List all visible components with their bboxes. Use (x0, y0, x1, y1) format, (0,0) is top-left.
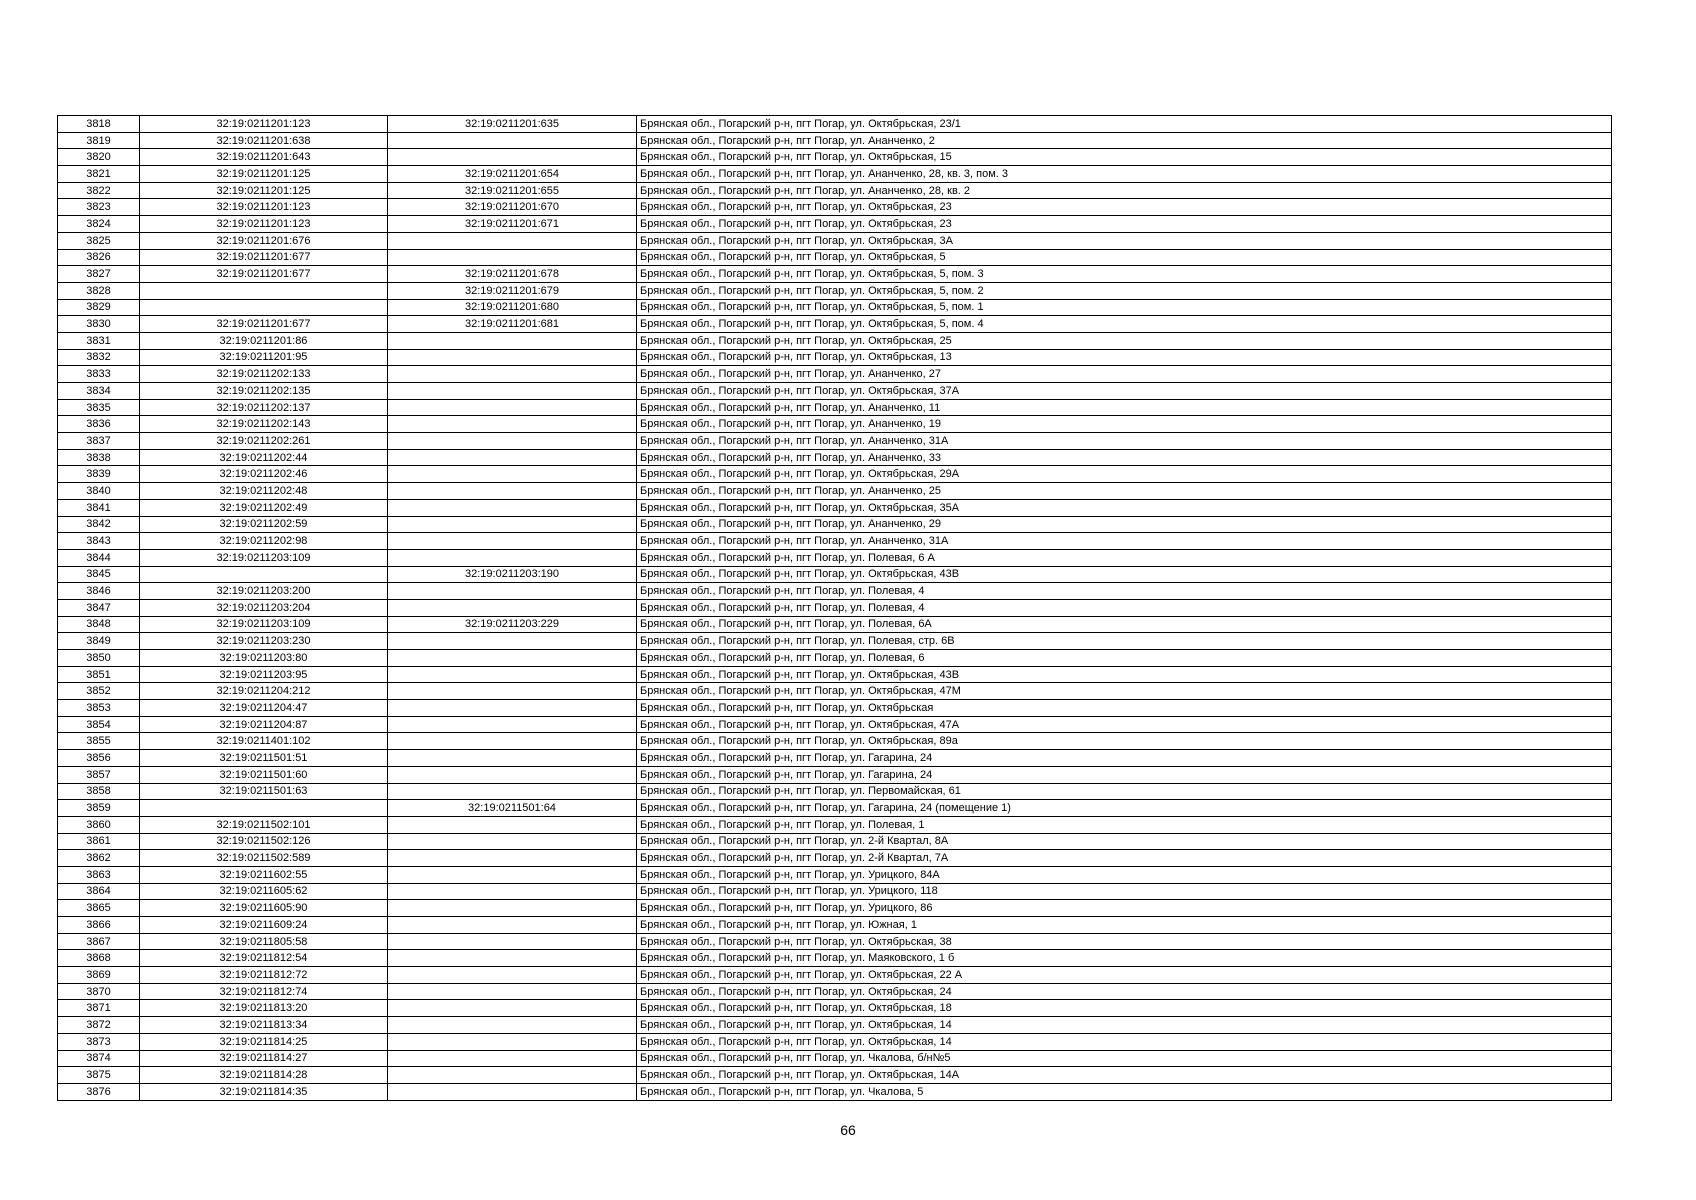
object-cadastral-number-cell (388, 449, 637, 466)
cadastral-number-cell: 32:19:0211814:28 (140, 1067, 388, 1084)
table-row (58, 433, 1612, 450)
table-row (58, 583, 1612, 600)
address-cell: Брянская обл., Погарский р-н, пгт Погар, ул. Ананченко, 28, кв. 3, пом. 3 (637, 166, 1612, 183)
cadastral-number-cell: 32:19:0211201:86 (140, 332, 388, 349)
row-number-cell: 3846 (58, 583, 140, 600)
table-row (58, 883, 1612, 900)
address-cell: Брянская обл., Погарский р-н, пгт Погар, ул. Октябрьская, 5 (637, 249, 1612, 266)
address-cell: Брянская обл., Погарский р-н, пгт Погар, ул. Октябрьская, 14А (637, 1067, 1612, 1084)
object-cadastral-number-cell (388, 366, 637, 383)
object-cadastral-number-cell (388, 750, 637, 767)
address-cell: Брянская обл., Погарский р-н, пгт Погар, ул. Южная, 1 (637, 917, 1612, 934)
address-cell: Брянская обл., Погарский р-н, пгт Погар, ул. Октябрьская, 37А (637, 383, 1612, 400)
table-row (58, 166, 1612, 183)
object-cadastral-number-cell: 32:19:0211201:671 (388, 216, 637, 233)
row-number-cell: 3826 (58, 249, 140, 266)
table-row (58, 783, 1612, 800)
address-cell: Брянская обл., Погарский р-н, пгт Погар, ул. 2-й Квартал, 7А (637, 850, 1612, 867)
address-cell: Брянская обл., Погарский р-н, пгт Погар, ул. Урицкого, 84А (637, 866, 1612, 883)
object-cadastral-number-cell (388, 466, 637, 483)
address-cell: Брянская обл., Погарский р-н, пгт Погар, ул. Первомайская, 61 (637, 783, 1612, 800)
object-cadastral-number-cell (388, 666, 637, 683)
row-number-cell: 3841 (58, 499, 140, 516)
object-cadastral-number-cell (388, 833, 637, 850)
cadastral-number-cell: 32:19:0211502:101 (140, 816, 388, 833)
object-cadastral-number-cell (388, 1083, 637, 1100)
cadastral-number-cell: 32:19:0211201:123 (140, 116, 388, 133)
row-number-cell: 3852 (58, 683, 140, 700)
row-number-cell: 3821 (58, 166, 140, 183)
cadastral-number-cell: 32:19:0211202:49 (140, 499, 388, 516)
row-number-cell: 3834 (58, 383, 140, 400)
table-row (58, 282, 1612, 299)
cadastral-number-cell (140, 282, 388, 299)
object-cadastral-number-cell (388, 416, 637, 433)
object-cadastral-number-cell (388, 917, 637, 934)
table-row (58, 950, 1612, 967)
table-row (58, 132, 1612, 149)
table-row (58, 833, 1612, 850)
address-cell: Брянская обл., Погарский р-н, пгт Погар, ул. Октябрьская, 47М (637, 683, 1612, 700)
cadastral-number-cell (140, 566, 388, 583)
address-cell: Брянская обл., Погарский р-н, пгт Погар, ул. Маяковского, 1 б (637, 950, 1612, 967)
row-number-cell: 3850 (58, 650, 140, 667)
cadastral-number-cell: 32:19:0211202:44 (140, 449, 388, 466)
object-cadastral-number-cell (388, 683, 637, 700)
table-row (58, 917, 1612, 934)
table-row (58, 533, 1612, 550)
object-cadastral-number-cell (388, 850, 637, 867)
row-number-cell: 3870 (58, 983, 140, 1000)
object-cadastral-number-cell (388, 399, 637, 416)
object-cadastral-number-cell (388, 1067, 637, 1084)
cadastral-number-cell: 32:19:0211605:90 (140, 900, 388, 917)
cadastral-number-cell: 32:19:0211814:25 (140, 1033, 388, 1050)
address-cell: Брянская обл., Погарский р-н, пгт Погар, ул. Октябрьская, 24 (637, 983, 1612, 1000)
address-cell: Брянская обл., Погарский р-н, пгт Погар, ул. Октябрьская, 5, пом. 4 (637, 316, 1612, 333)
address-cell: Брянская обл., Погарский р-н, пгт Погар, ул. Ананченко, 31А (637, 533, 1612, 550)
table-row (58, 900, 1612, 917)
table-row (58, 182, 1612, 199)
table-row (58, 566, 1612, 583)
object-cadastral-number-cell (388, 733, 637, 750)
cadastral-number-cell: 32:19:0211203:80 (140, 650, 388, 667)
table-row (58, 466, 1612, 483)
cadastral-number-cell: 32:19:0211609:24 (140, 917, 388, 934)
table-row (58, 1000, 1612, 1017)
address-cell: Брянская обл., Погарский р-н, пгт Погар, ул. Ананченко, 11 (637, 399, 1612, 416)
row-number-cell: 3842 (58, 516, 140, 533)
row-number-cell: 3867 (58, 933, 140, 950)
row-number-cell: 3871 (58, 1000, 140, 1017)
address-cell: Брянская обл., Погарский р-н, пгт Погар, ул. Ананченко, 33 (637, 449, 1612, 466)
table-row (58, 633, 1612, 650)
address-cell: Брянская обл., Погарский р-н, пгт Погар, ул. Полевая, 1 (637, 816, 1612, 833)
table-row (58, 316, 1612, 333)
address-cell: Брянская обл., Погарский р-н, пгт Погар, ул. Октябрьская (637, 700, 1612, 717)
row-number-cell: 3832 (58, 349, 140, 366)
object-cadastral-number-cell (388, 967, 637, 984)
address-cell: Брянская обл., Погарский р-н, пгт Погар, ул. Октябрьская, 38 (637, 933, 1612, 950)
object-cadastral-number-cell (388, 1017, 637, 1034)
table-row (58, 983, 1612, 1000)
row-number-cell: 3874 (58, 1050, 140, 1067)
row-number-cell: 3875 (58, 1067, 140, 1084)
row-number-cell: 3818 (58, 116, 140, 133)
cadastral-number-cell: 32:19:0211204:212 (140, 683, 388, 700)
address-cell: Брянская обл., Погарский р-н, пгт Погар, ул. Октябрьская, 43В (637, 666, 1612, 683)
address-cell: Брянская обл., Погарский р-н, пгт Погар, ул. Октябрьская, 23/1 (637, 116, 1612, 133)
table-row (58, 933, 1612, 950)
table-row (58, 716, 1612, 733)
row-number-cell: 3854 (58, 716, 140, 733)
object-cadastral-number-cell (388, 1000, 637, 1017)
address-cell: Брянская обл., Погарский р-н, пгт Погар, ул. Октябрьская, 23 (637, 216, 1612, 233)
table-row (58, 816, 1612, 833)
address-cell: Брянская обл., Погарский р-н, пгт Погар, ул. Полевая, 6А (637, 616, 1612, 633)
cadastral-number-cell: 32:19:0211202:135 (140, 383, 388, 400)
cadastral-number-cell: 32:19:0211203:204 (140, 599, 388, 616)
object-cadastral-number-cell: 32:19:0211201:679 (388, 282, 637, 299)
cadastral-number-cell: 32:19:0211501:60 (140, 766, 388, 783)
table-row (58, 750, 1612, 767)
table-row (58, 332, 1612, 349)
table-row (58, 149, 1612, 166)
row-number-cell: 3862 (58, 850, 140, 867)
cadastral-number-cell: 32:19:0211202:48 (140, 483, 388, 500)
cadastral-number-cell: 32:19:0211501:51 (140, 750, 388, 767)
row-number-cell: 3845 (58, 566, 140, 583)
object-cadastral-number-cell (388, 483, 637, 500)
cadastral-number-cell: 32:19:0211501:63 (140, 783, 388, 800)
table-row (58, 299, 1612, 316)
address-cell: Брянская обл., Погарский р-н, пгт Погар, ул. Урицкого, 118 (637, 883, 1612, 900)
cadastral-number-cell: 32:19:0211812:74 (140, 983, 388, 1000)
table-row (58, 700, 1612, 717)
row-number-cell: 3833 (58, 366, 140, 383)
row-number-cell: 3843 (58, 533, 140, 550)
address-cell: Брянская обл., Погарский р-н, пгт Погар, ул. Октябрьская, 14 (637, 1033, 1612, 1050)
object-cadastral-number-cell: 32:19:0211201:635 (388, 116, 637, 133)
object-cadastral-number-cell (388, 866, 637, 883)
object-cadastral-number-cell (388, 633, 637, 650)
object-cadastral-number-cell (388, 983, 637, 1000)
page-number: 66 (840, 1122, 856, 1138)
object-cadastral-number-cell (388, 1050, 637, 1067)
table-row (58, 483, 1612, 500)
cadastral-number-cell: 32:19:0211202:98 (140, 533, 388, 550)
table-row (58, 266, 1612, 283)
cadastral-number-cell: 32:19:0211202:133 (140, 366, 388, 383)
address-cell: Брянская обл., Погарский р-н, пгт Погар, ул. Гагарина, 24 (помещение 1) (637, 800, 1612, 817)
address-cell: Брянская обл., Погарский р-н, пгт Погар, ул. Октябрьская, 5, пом. 2 (637, 282, 1612, 299)
row-number-cell: 3873 (58, 1033, 140, 1050)
table-row (58, 616, 1612, 633)
table-row (58, 967, 1612, 984)
address-cell: Брянская обл., Погарский р-н, пгт Погар, ул. Октябрьская, 22 А (637, 967, 1612, 984)
address-cell: Брянская обл., Погарский р-н, пгт Погар, ул. Ананченко, 31А (637, 433, 1612, 450)
table-row (58, 1033, 1612, 1050)
cadastral-number-cell: 32:19:0211401:102 (140, 733, 388, 750)
table-row (58, 399, 1612, 416)
cadastral-number-cell (140, 800, 388, 817)
address-cell: Брянская обл., Погарский р-н, пгт Погар, ул. Октябрьская, 18 (637, 1000, 1612, 1017)
cadastral-number-cell: 32:19:0211201:643 (140, 149, 388, 166)
address-cell: Брянская обл., Погарский р-н, пгт Погар, ул. 2-й Квартал, 8А (637, 833, 1612, 850)
address-cell: Брянская обл., Погарский р-н, пгт Погар, ул. Полевая, 4 (637, 583, 1612, 600)
object-cadastral-number-cell (388, 332, 637, 349)
cadastral-number-cell: 32:19:0211204:87 (140, 716, 388, 733)
row-number-cell: 3859 (58, 800, 140, 817)
cadastral-number-cell: 32:19:0211201:677 (140, 316, 388, 333)
cadastral-number-cell (140, 299, 388, 316)
row-number-cell: 3844 (58, 549, 140, 566)
row-number-cell: 3847 (58, 599, 140, 616)
row-number-cell: 3823 (58, 199, 140, 216)
object-cadastral-number-cell: 32:19:0211201:670 (388, 199, 637, 216)
object-cadastral-number-cell (388, 549, 637, 566)
cadastral-number-cell: 32:19:0211201:95 (140, 349, 388, 366)
row-number-cell: 3868 (58, 950, 140, 967)
table-row (58, 1017, 1612, 1034)
table-row (58, 232, 1612, 249)
cadastral-number-cell: 32:19:0211812:72 (140, 967, 388, 984)
cadastral-number-cell: 32:19:0211201:638 (140, 132, 388, 149)
table-row (58, 349, 1612, 366)
cadastral-number-cell: 32:19:0211814:35 (140, 1083, 388, 1100)
address-cell: Брянская обл., Погарский р-н, пгт Погар, ул. Полевая, 4 (637, 599, 1612, 616)
row-number-cell: 3861 (58, 833, 140, 850)
row-number-cell: 3822 (58, 182, 140, 199)
cadastral-number-cell: 32:19:0211813:34 (140, 1017, 388, 1034)
row-number-cell: 3848 (58, 616, 140, 633)
cadastral-number-cell: 32:19:0211201:123 (140, 216, 388, 233)
table-row (58, 366, 1612, 383)
address-cell: Брянская обл., Погарский р-н, пгт Погар, ул. Полевая, 6 (637, 650, 1612, 667)
object-cadastral-number-cell (388, 766, 637, 783)
object-cadastral-number-cell (388, 533, 637, 550)
row-number-cell: 3863 (58, 866, 140, 883)
object-cadastral-number-cell: 32:19:0211203:229 (388, 616, 637, 633)
object-cadastral-number-cell (388, 650, 637, 667)
cadastral-number-cell: 32:19:0211203:109 (140, 616, 388, 633)
cadastral-number-cell: 32:19:0211502:126 (140, 833, 388, 850)
row-number-cell: 3836 (58, 416, 140, 433)
table-row (58, 1083, 1612, 1100)
table-row (58, 116, 1612, 133)
row-number-cell: 3837 (58, 433, 140, 450)
object-cadastral-number-cell (388, 716, 637, 733)
row-number-cell: 3864 (58, 883, 140, 900)
row-number-cell: 3865 (58, 900, 140, 917)
row-number-cell: 3840 (58, 483, 140, 500)
row-number-cell: 3824 (58, 216, 140, 233)
object-cadastral-number-cell (388, 950, 637, 967)
address-cell: Брянская обл., Погарский р-н, пгт Погар, ул. Октябрьская, 14 (637, 1017, 1612, 1034)
address-cell: Брянская обл., Погарский р-н, пгт Погар, ул. Гагарина, 24 (637, 766, 1612, 783)
cadastral-number-cell: 32:19:0211805:58 (140, 933, 388, 950)
cadastral-number-cell: 32:19:0211203:230 (140, 633, 388, 650)
cadastral-number-cell: 32:19:0211812:54 (140, 950, 388, 967)
object-cadastral-number-cell (388, 883, 637, 900)
table-row (58, 383, 1612, 400)
row-number-cell: 3839 (58, 466, 140, 483)
cadastral-number-cell: 32:19:0211202:46 (140, 466, 388, 483)
address-cell: Брянская обл., Погарский р-н, пгт Погар, ул. Ананченко, 28, кв. 2 (637, 182, 1612, 199)
table-row (58, 416, 1612, 433)
cadastral-number-cell: 32:19:0211202:59 (140, 516, 388, 533)
address-cell: Брянская обл., Погарский р-н, пгт Погар, ул. Ананченко, 29 (637, 516, 1612, 533)
address-cell: Брянская обл., Погарский р-н, пгт Погар, ул. Октябрьская, 25 (637, 332, 1612, 349)
row-number-cell: 3872 (58, 1017, 140, 1034)
cadastral-number-cell: 32:19:0211204:47 (140, 700, 388, 717)
row-number-cell: 3830 (58, 316, 140, 333)
cadastral-number-cell: 32:19:0211203:109 (140, 549, 388, 566)
address-cell: Брянская обл., Погарский р-н, пгт Погар, ул. Октябрьская, 3А (637, 232, 1612, 249)
cadastral-number-cell: 32:19:0211202:261 (140, 433, 388, 450)
registry-table (57, 115, 1612, 1101)
table-row (58, 216, 1612, 233)
row-number-cell: 3829 (58, 299, 140, 316)
object-cadastral-number-cell (388, 433, 637, 450)
address-cell: Брянская обл., Погарский р-н, пгт Погар, ул. Чкалова, 5 (637, 1083, 1612, 1100)
object-cadastral-number-cell: 32:19:0211201:655 (388, 182, 637, 199)
row-number-cell: 3856 (58, 750, 140, 767)
row-number-cell: 3853 (58, 700, 140, 717)
table-row (58, 516, 1612, 533)
object-cadastral-number-cell (388, 499, 637, 516)
table-row (58, 733, 1612, 750)
address-cell: Брянская обл., Погарский р-н, пгт Погар, ул. Октябрьская, 29А (637, 466, 1612, 483)
row-number-cell: 3860 (58, 816, 140, 833)
address-cell: Брянская обл., Погарский р-н, пгт Погар, ул. Октябрьская, 43В (637, 566, 1612, 583)
address-cell: Брянская обл., Погарский р-н, пгт Погар, ул. Ананченко, 19 (637, 416, 1612, 433)
cadastral-number-cell: 32:19:0211201:676 (140, 232, 388, 249)
row-number-cell: 3820 (58, 149, 140, 166)
object-cadastral-number-cell (388, 249, 637, 266)
object-cadastral-number-cell (388, 583, 637, 600)
address-cell: Брянская обл., Погарский р-н, пгт Погар, ул. Октябрьская, 23 (637, 199, 1612, 216)
table-row (58, 766, 1612, 783)
address-cell: Брянская обл., Погарский р-н, пгт Погар, ул. Чкалова, б/н№5 (637, 1050, 1612, 1067)
cadastral-number-cell: 32:19:0211201:677 (140, 249, 388, 266)
row-number-cell: 3838 (58, 449, 140, 466)
cadastral-number-cell: 32:19:0211203:95 (140, 666, 388, 683)
object-cadastral-number-cell (388, 700, 637, 717)
table-row (58, 1067, 1612, 1084)
table-row (58, 199, 1612, 216)
cadastral-number-cell: 32:19:0211202:137 (140, 399, 388, 416)
row-number-cell: 3819 (58, 132, 140, 149)
object-cadastral-number-cell (388, 149, 637, 166)
row-number-cell: 3828 (58, 282, 140, 299)
row-number-cell: 3876 (58, 1083, 140, 1100)
object-cadastral-number-cell (388, 599, 637, 616)
object-cadastral-number-cell (388, 516, 637, 533)
table-row (58, 549, 1612, 566)
address-cell: Брянская обл., Погарский р-н, пгт Погар, ул. Гагарина, 24 (637, 750, 1612, 767)
address-cell: Брянская обл., Погарский р-н, пгт Погар, ул. Октябрьская, 89а (637, 733, 1612, 750)
cadastral-number-cell: 32:19:0211602:55 (140, 866, 388, 883)
address-cell: Брянская обл., Погарский р-н, пгт Погар, ул. Ананченко, 27 (637, 366, 1612, 383)
row-number-cell: 3857 (58, 766, 140, 783)
address-cell: Брянская обл., Погарский р-н, пгт Погар, ул. Ананченко, 25 (637, 483, 1612, 500)
row-number-cell: 3866 (58, 917, 140, 934)
table-row (58, 866, 1612, 883)
object-cadastral-number-cell (388, 933, 637, 950)
address-cell: Брянская обл., Погарский р-н, пгт Погар, ул. Полевая, 6 А (637, 549, 1612, 566)
cadastral-number-cell: 32:19:0211814:27 (140, 1050, 388, 1067)
object-cadastral-number-cell (388, 900, 637, 917)
object-cadastral-number-cell: 32:19:0211201:654 (388, 166, 637, 183)
address-cell: Брянская обл., Погарский р-н, пгт Погар, ул. Октябрьская, 47А (637, 716, 1612, 733)
cadastral-number-cell: 32:19:0211605:62 (140, 883, 388, 900)
table-row (58, 599, 1612, 616)
row-number-cell: 3858 (58, 783, 140, 800)
object-cadastral-number-cell: 32:19:0211201:681 (388, 316, 637, 333)
object-cadastral-number-cell: 32:19:0211201:678 (388, 266, 637, 283)
object-cadastral-number-cell (388, 383, 637, 400)
row-number-cell: 3825 (58, 232, 140, 249)
row-number-cell: 3849 (58, 633, 140, 650)
object-cadastral-number-cell (388, 232, 637, 249)
address-cell: Брянская обл., Погарский р-н, пгт Погар, ул. Октябрьская, 13 (637, 349, 1612, 366)
address-cell: Брянская обл., Погарский р-н, пгт Погар, ул. Урицкого, 86 (637, 900, 1612, 917)
row-number-cell: 3855 (58, 733, 140, 750)
object-cadastral-number-cell (388, 783, 637, 800)
address-cell: Брянская обл., Погарский р-н, пгт Погар, ул. Полевая, стр. 6В (637, 633, 1612, 650)
object-cadastral-number-cell: 32:19:0211201:680 (388, 299, 637, 316)
address-cell: Брянская обл., Погарский р-н, пгт Погар, ул. Октябрьская, 35А (637, 499, 1612, 516)
object-cadastral-number-cell (388, 349, 637, 366)
table-row (58, 499, 1612, 516)
cadastral-number-cell: 32:19:0211502:589 (140, 850, 388, 867)
address-cell: Брянская обл., Погарский р-н, пгт Погар, ул. Октябрьская, 5, пом. 1 (637, 299, 1612, 316)
row-number-cell: 3851 (58, 666, 140, 683)
cadastral-number-cell: 32:19:0211201:123 (140, 199, 388, 216)
address-cell: Брянская обл., Погарский р-н, пгт Погар, ул. Октябрьская, 5, пом. 3 (637, 266, 1612, 283)
object-cadastral-number-cell: 32:19:0211203:190 (388, 566, 637, 583)
cadastral-number-cell: 32:19:0211202:143 (140, 416, 388, 433)
row-number-cell: 3831 (58, 332, 140, 349)
object-cadastral-number-cell (388, 816, 637, 833)
cadastral-number-cell: 32:19:0211813:20 (140, 1000, 388, 1017)
object-cadastral-number-cell (388, 1033, 637, 1050)
table-row (58, 249, 1612, 266)
address-cell: Брянская обл., Погарский р-н, пгт Погар, ул. Ананченко, 2 (637, 132, 1612, 149)
row-number-cell: 3827 (58, 266, 140, 283)
cadastral-number-cell: 32:19:0211201:125 (140, 166, 388, 183)
table-row (58, 666, 1612, 683)
table-row (58, 683, 1612, 700)
object-cadastral-number-cell (388, 132, 637, 149)
cadastral-number-cell: 32:19:0211201:677 (140, 266, 388, 283)
table-row (58, 850, 1612, 867)
table-row (58, 800, 1612, 817)
row-number-cell: 3869 (58, 967, 140, 984)
table-row (58, 1050, 1612, 1067)
registry-table-body (58, 116, 1612, 1101)
table-row (58, 650, 1612, 667)
address-cell: Брянская обл., Погарский р-н, пгт Погар, ул. Октябрьская, 15 (637, 149, 1612, 166)
cadastral-number-cell: 32:19:0211201:125 (140, 182, 388, 199)
object-cadastral-number-cell: 32:19:0211501:64 (388, 800, 637, 817)
cadastral-number-cell: 32:19:0211203:200 (140, 583, 388, 600)
row-number-cell: 3835 (58, 399, 140, 416)
table-row (58, 449, 1612, 466)
